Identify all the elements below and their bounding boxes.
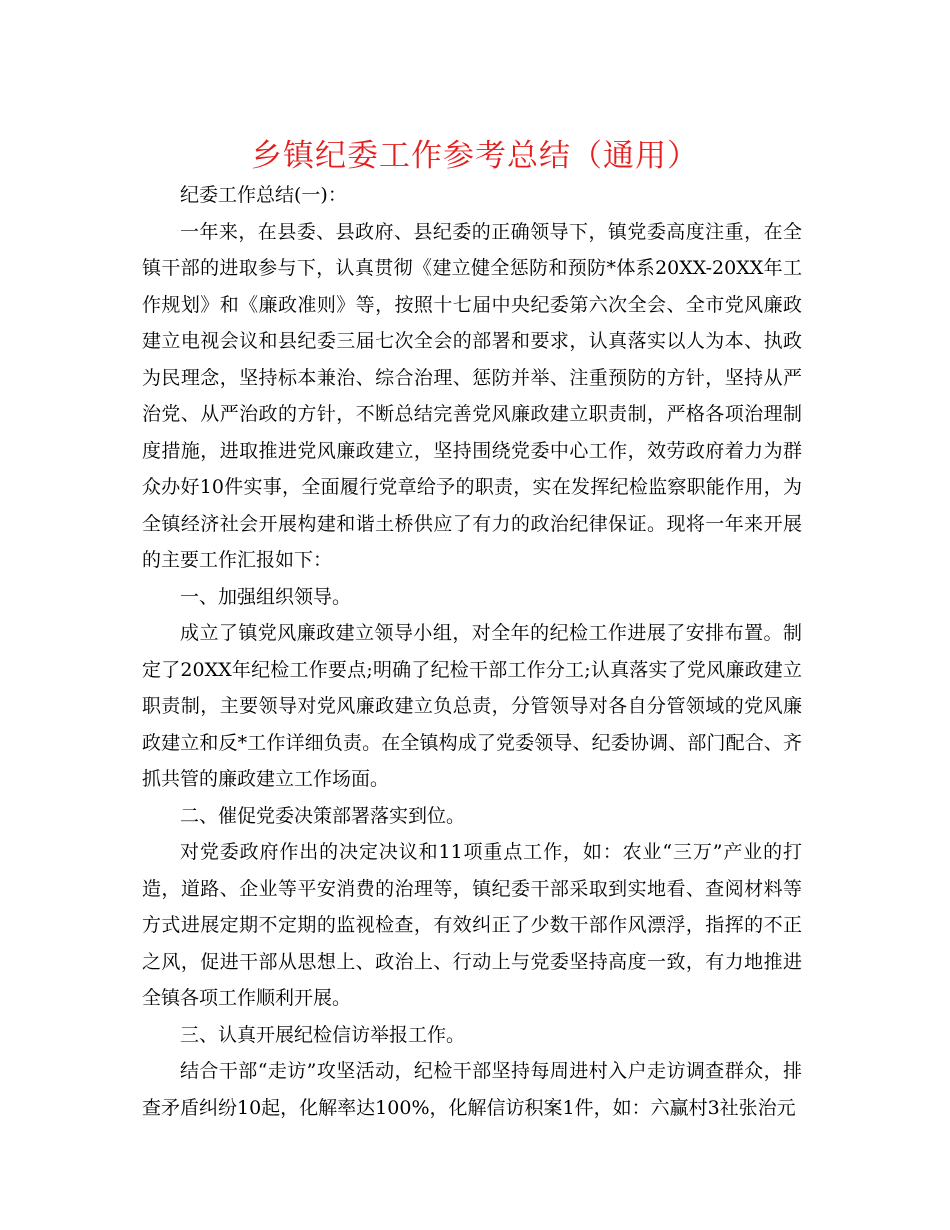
section-heading-3: 三、认真开展纪检信访举报工作。	[180, 1023, 466, 1046]
section-heading-1: 一、加强组织领导。	[180, 585, 352, 608]
document-body	[142, 177, 802, 1126]
paragraph-subtitle: 纪委工作总结(一)：	[180, 184, 347, 206]
paragraph-intro: 一年来，在县委、县政府、县纪委的正确领导下，镇党委高度注重，在全镇干部的进取参与下，认真贯彻《建立健全惩防和预防*体系20XX-20XX年工作规划》和《廉政准则》等，按照十七届中央纪委第六次全会、全市党风廉政建立电视会议和县纪委三届七次全会的部署和要求，认真落实以人为本、执政为民理念，坚持标本兼治、综合治理、惩防并举、注重预防的方针，坚持从严治党、从严治政的方针，不断总结完善党风廉政建立职责制，严格各项治理制度措施，进取推进党风廉政建立，坚持围绕党委中心工作，效劳政府着力为群众办好10件实事，全面履行党章给予的职责，实在发挥纪检监察职能作用，为全镇经济社会开展构建和谐土桥供应了有力的政治纪律保证。现将一年来开展的主要工作汇报如下：	[142, 220, 802, 571]
paragraph-section-3: 结合干部“走访”攻坚活动，纪检干部坚持每周进村入户走访调查群众，排查矛盾纠纷10起，化解率达100%，化解信访积案1件，如：六赢村3社张治元	[142, 1060, 802, 1119]
paragraph-section-1: 成立了镇党风廉政建立领导小组，对全年的纪检工作进展了安排布置。制定了20XX年纪检工作要点;明确了纪检干部工作分工;认真落实了党风廉政建立职责制，主要领导对党风廉政建立负总责，分管领导对各自分管领域的党风廉政建立和反*工作详细负责。在全镇构成了党委领导、纪委协调、部门配合、齐抓共管的廉政建立工作场面。	[142, 622, 802, 790]
document-title: 乡镇纪委工作参考总结（通用）	[251, 138, 699, 174]
section-heading-2: 二、催促党委决策部署落实到位。	[180, 804, 466, 827]
paragraph-section-2: 对党委政府作出的决定决议和11项重点工作，如：农业“三万”产业的打造，道路、企业等平安消费的治理等，镇纪委干部采取到实地看、查阅材料等方式进展定期不定期的监视检查，有效纠正了少数干部作风漂浮，指挥的不正之风，促进干部从思想上、政治上、行动上与党委坚持高度一致，有力地推进全镇各项工作顺利开展。	[142, 841, 802, 1009]
